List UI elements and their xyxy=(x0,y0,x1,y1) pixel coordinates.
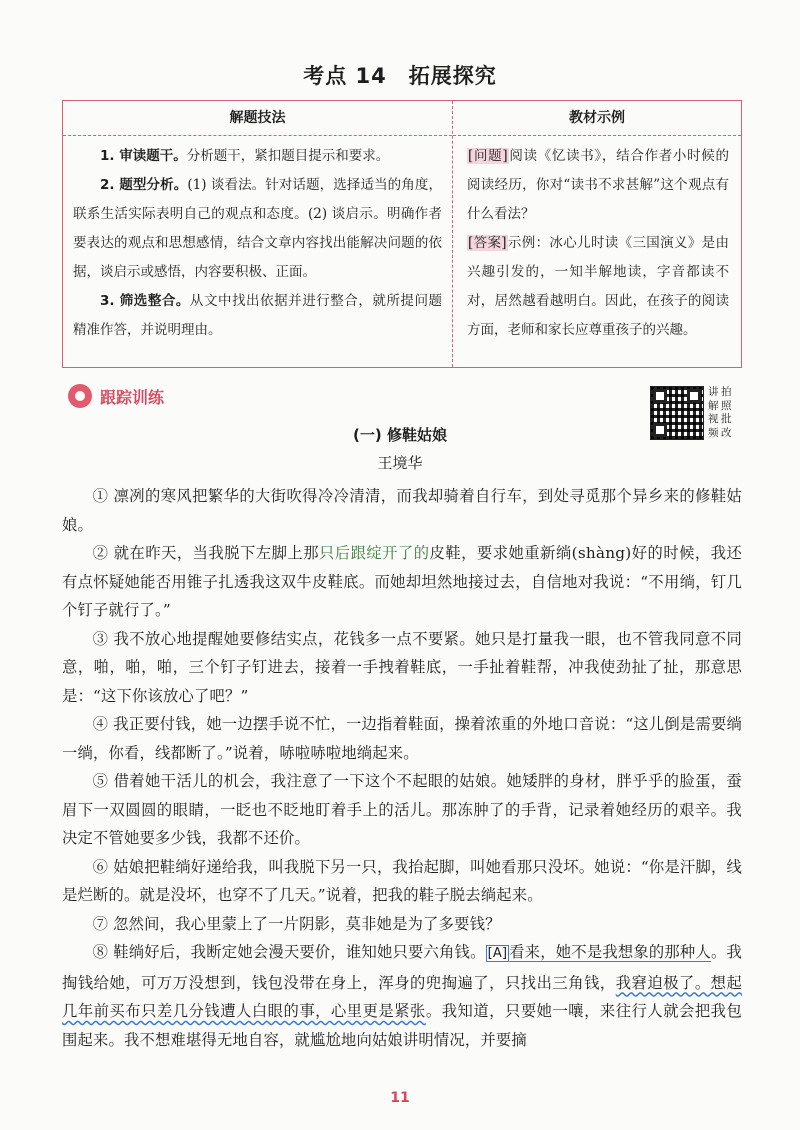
wavy-underlined-sentence: 我窘迫极了。想起几年前买布只差几分钱遭人白眼的事，心里更是紧张 xyxy=(62,973,742,1020)
paragraph-8: ⑧ 鞋绱好后，我断定她会漫天要价，谁知她只要六角钱。 [A] 看来，她不是我想象的那种人。我掏钱给她，可万万没想到，钱包没带在身上，浑身的兜掏遍了，只找出三角钱，我窘迫极了。想起几年前买布只差几分钱遭人白眼的事，心里更是紧张。我知道，只要她一嚷，来往行人就会把我包围起来。我不想难堪得无地自容，就尴尬地向姑娘讲明情况，并要摘 xyxy=(62,943,742,1049)
question-tag: [问题] xyxy=(468,148,508,164)
story-author: 王境华 xyxy=(377,454,423,472)
highlighted-phrase: 只后跟绽开了的 xyxy=(319,544,430,562)
story-body xyxy=(62,482,742,1054)
tip-3: 3. 筛选整合。从文中找出依据并进行整合，就所提问题精准作答，并说明理由。 xyxy=(73,293,442,338)
tip-1: 1. 审读题干。分析题干，紧扣题目提示和要求。 xyxy=(100,148,390,164)
example-column xyxy=(453,101,741,367)
section-heading: 跟踪训练 xyxy=(68,384,164,408)
tips-column xyxy=(63,101,453,367)
qr-caption: 讲 拍 解 照 视 批 频 改 xyxy=(708,386,732,439)
paragraph-4: ④ 我正要付钱，她一边摆手说不忙，一边指着鞋面，操着浓重的外地口音说：“这儿倒是需要绱一绱，你看，线都断了。”说着，哧啦哧啦地绱起来。 xyxy=(62,715,742,762)
example-answer: [答案]示例：冰心儿时读《三国演义》是由兴趣引发的，一知半解地读，字音都读不对，居然越看越明白。因此，在孩子的阅读方面，老师和家长应尊重孩子的兴趣。 xyxy=(467,235,729,338)
tip-2: 2. 题型分析。(1) 谈看法。针对话题，选择适当的角度，联系生活实际表明自己的观点和态度。(2) 谈启示。明确作者要表达的观点和思想感情，结合文章内容找出能解决问题的依据，谈启示或感悟，内容要积极、正面。 xyxy=(73,177,442,280)
section-badge-icon xyxy=(68,384,92,408)
paragraph-5: ⑤ 借着她干活儿的机会，我注意了一下这个不起眼的姑娘。她矮胖的身材，胖乎乎的脸蛋，蚕眉下一双圆圆的眼睛，一眨也不眨地盯着手上的活儿。那冻肿了的手背，记录着她经历的艰辛。我决定不管她要多少钱，我都不还价。 xyxy=(62,772,742,847)
page-title: 考点 14 拓展探究 xyxy=(303,64,497,88)
paragraph-1: ① 凛冽的寒风把繁华的大街吹得冷冷清清，而我却骑着自行车，到处寻觅那个异乡来的修鞋姑娘。 xyxy=(62,487,742,534)
example-question: [问题]阅读《忆读书》，结合作者小时候的阅读经历，你对“读书不求甚解”这个观点有什么看法？ xyxy=(467,148,729,222)
example-heading: 教材示例 xyxy=(453,101,741,136)
tips-heading: 解题技法 xyxy=(63,101,452,136)
answer-tag: [答案] xyxy=(468,235,507,251)
paragraph-3: ③ 我不放心地提醒她要修结实点，花钱多一点不要紧。她只是打量我一眼，也不管我同意不同意，啪，啪，啪，三个钉子钉进去，接着一手拽着鞋底，一手扯着鞋帮，冲我使劲扯了扯，那意思是：“这下你该放心了吧？” xyxy=(62,629,742,705)
marker-a: [A] xyxy=(487,946,508,961)
paragraph-7: ⑦ 忽然间，我心里蒙上了一片阴影，莫非她是为了多要钱？ xyxy=(92,914,501,933)
paragraph-6: ⑥ 姑娘把鞋绱好递给我，叫我脱下另一只，我抬起脚，叫她看那只没坏。她说：“你是汗脚，线是烂断的。就是没坏，也穿不了几天。”说着，把我的鞋子脱去绱起来。 xyxy=(62,857,742,904)
method-box xyxy=(62,100,742,368)
story-title: (一) 修鞋姑娘 xyxy=(353,426,447,444)
underlined-sentence: 看来，她不是我想象的那种人 xyxy=(509,943,711,961)
page-number: 11 xyxy=(390,1090,410,1106)
paragraph-2: ② 就在昨天，当我脱下左脚上那只后跟绽开了的皮鞋，要求她重新绱(shàng)好的时候，我还有点怀疑她能否用锥子扎透我这双牛皮鞋底。而她却坦然地接过去，自信地对我说：“不用绱，钉几个钉子就行了。” xyxy=(62,544,742,619)
